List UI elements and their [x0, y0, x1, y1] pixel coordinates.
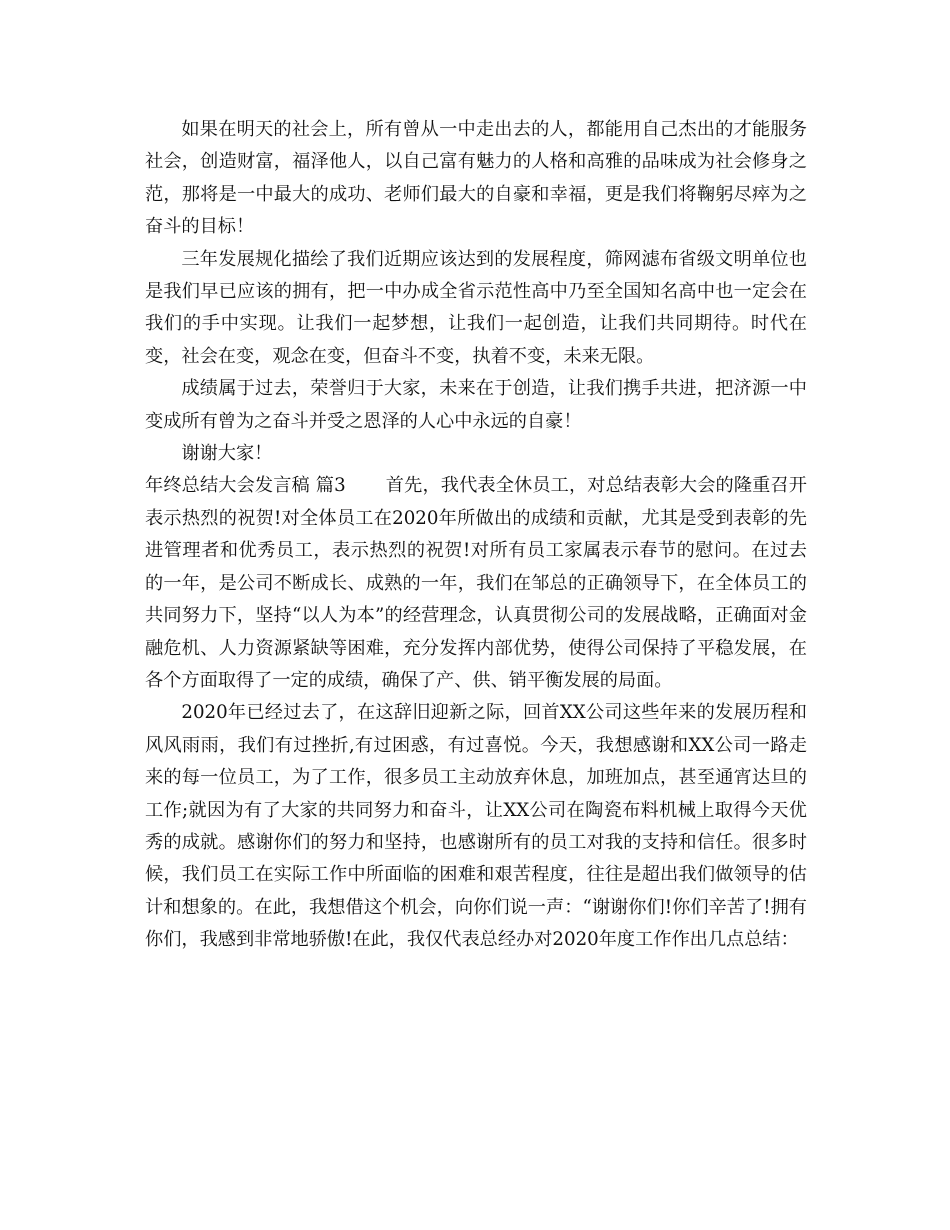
document-page: [145, 114, 807, 957]
paragraph-thanks: 谢谢大家！: [181, 443, 273, 465]
paragraph-3: 成绩属于过去，荣誉归于大家，未来在于创造，让我们携手共进，把济源一中变成所有曾为之奋斗并受之恩泽的人心中永远的自豪！: [145, 378, 807, 432]
section-lead-text: 首先，我代表全休员工，对总结表彰大会的隆重召开表示热烈的祝贺!对全体员工在2020年所做出的成绩和贡献，尤其是受到表彰的先进管理者和优秀员工，表示热烈的祝贺!对所有员工家属表示春节的慰问。在过去的一年，是公司不断成长、成熟的一年，我们在邹总的正确领导下，在全体员工的共同努力下，坚持“以人为本”的经营理念，认真贯彻公司的发展战略，正确面对金融危机、人力资源紧缺等困难，充分发挥内部优势，使得公司保持了平稳发展，在各个方面取得了一定的成绩，确保了产、供、销平衡发展的局面。: [145, 475, 807, 691]
section-title: 年终总结大会发言稿 篇3: [145, 475, 346, 497]
paragraph-1: 如果在明天的社会上，所有曾从一中走出去的人，都能用自己杰出的才能服务社会，创造财富，福泽他人，以自己富有魅力的人格和高雅的品味成为社会修身之范，那将是一中最大的成功、老师们最大的自豪和幸福，更是我们将鞠躬尽瘁为之奋斗的目标！: [145, 119, 807, 238]
paragraph-2: 三年发展规化描绘了我们近期应该达到的发展程度，筛网滤布省级文明单位也是我们早已应该的拥有，把一中办成全省示范性高中乃至全国知名高中也一定会在我们的手中实现。让我们一起梦想，让我们一起创造，让我们共同期待。时代在变，社会在变，观念在变，但奋斗不变，执着不变，未来无限。: [145, 248, 807, 367]
section-paragraph: [145, 470, 807, 697]
paragraph-closing: 2020年已经过去了，在这辞旧迎新之际，回首XX公司这些年来的发展历程和风风雨雨，我们有过挫折,有过困惑，有过喜悦。今天，我想感谢和XX公司一路走来的每一位员工，为了工作，很多员工主动放弃休息，加班加点，甚至通宵达旦的工作;就因为有了大家的共同努力和奋斗，让XX公司在陶瓷布料机械上取得今天优秀的成就。感谢你们的努力和坚持，也感谢所有的员工对我的支持和信任。很多时候，我们员工在实际工作中所面临的困难和艰苦程度，往往是超出我们做领导的估计和想象的。在此，我想借这个机会，向你们说一声：“谢谢你们!你们辛苦了!拥有你们，我感到非常地骄傲!在此，我仅代表总经办对2020年度工作作出几点总结：: [145, 702, 807, 951]
